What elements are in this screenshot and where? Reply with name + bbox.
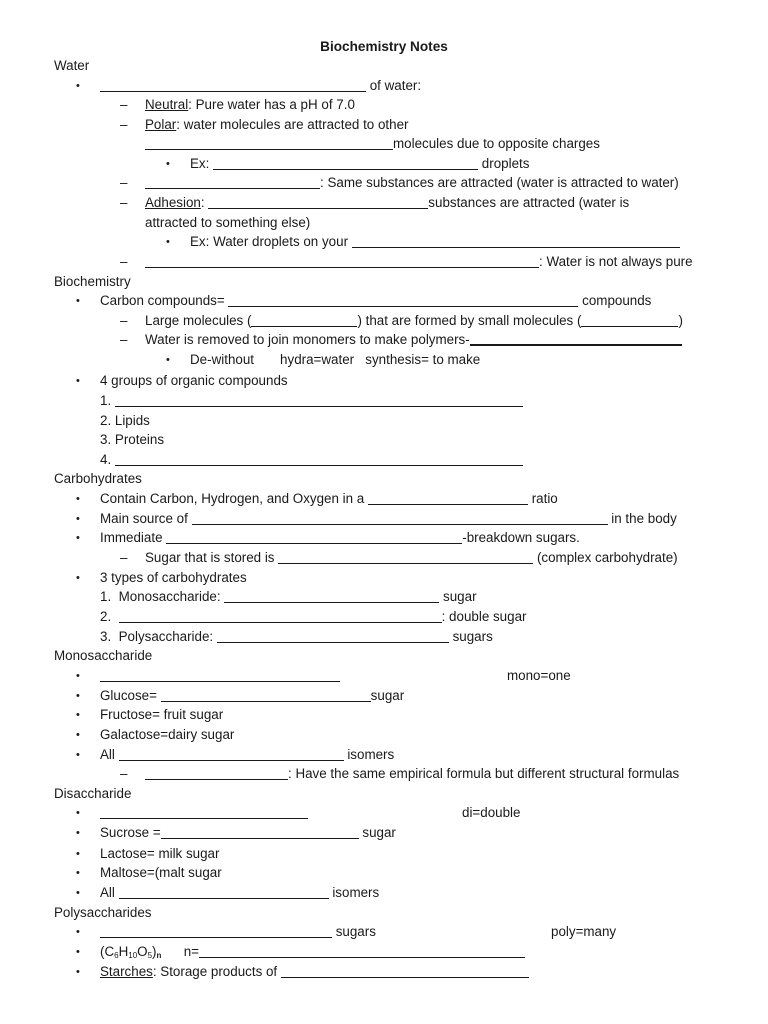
list-item: Carbon compounds= compounds — [100, 293, 652, 308]
fill-blank[interactable] — [470, 331, 682, 346]
section-heading-disaccharide: Disaccharide — [54, 786, 132, 801]
bullet: • — [76, 80, 80, 92]
list-item: of water: — [100, 76, 421, 96]
list-item: 3. Proteins — [100, 432, 165, 447]
fill-blank[interactable] — [192, 511, 608, 525]
fill-blank[interactable] — [224, 589, 439, 603]
fill-blank[interactable] — [119, 609, 442, 623]
page-title: Biochemistry Notes — [320, 39, 448, 54]
bullet: • — [76, 749, 80, 761]
list-item: 4 groups of organic compounds — [100, 373, 288, 388]
fill-blank[interactable] — [100, 78, 366, 92]
bullet: • — [76, 375, 80, 387]
margin-note: mono=one — [507, 668, 571, 683]
section-heading-water: Water — [54, 58, 90, 73]
fill-blank[interactable] — [161, 825, 359, 839]
list-item: Adhesion: substances are attracted (water is — [145, 195, 630, 210]
fill-blank[interactable] — [100, 924, 332, 938]
list-item: : Have the same empirical formula but different structural formulas — [145, 764, 679, 784]
fill-blank[interactable] — [115, 393, 523, 407]
list-item: Water is removed to join monomers to make polymers- — [145, 330, 682, 350]
fill-blank[interactable] — [100, 805, 308, 819]
section-heading-polysaccharides: Polysaccharides — [54, 905, 152, 920]
fill-blank[interactable] — [352, 234, 680, 248]
list-item: All isomers — [100, 747, 395, 762]
bullet: • — [76, 670, 80, 682]
list-item-continued: molecules due to opposite charges — [145, 134, 600, 154]
list-item: : Same substances are attracted (water is attracted to water) — [145, 173, 679, 193]
margin-note: di=double — [462, 805, 521, 820]
fill-blank[interactable] — [145, 766, 288, 780]
list-item: sugars — [100, 922, 376, 942]
list-item: Fructose= fruit sugar — [100, 707, 224, 722]
list-item: Immediate -breakdown sugars. — [100, 530, 580, 545]
bullet: • — [76, 827, 80, 839]
bullet: • — [76, 572, 80, 584]
list-item: Polar: water molecules are attracted to other — [145, 117, 409, 132]
dash: – — [120, 766, 128, 781]
list-item: 3 types of carbohydrates — [100, 570, 247, 585]
bullet: • — [166, 354, 170, 366]
bullet: • — [76, 966, 80, 978]
list-item: Maltose=(malt sugar — [100, 865, 222, 880]
fill-blank[interactable] — [217, 629, 449, 643]
formula: $(C_6H_{10}O_5)_n$ — [100, 944, 162, 960]
bullet: • — [166, 158, 170, 170]
list-item: All isomers — [100, 885, 380, 900]
list-item: De-without hydra=water synthesis= to make — [190, 352, 481, 367]
fill-blank[interactable] — [228, 293, 578, 307]
fill-blank[interactable] — [145, 136, 393, 150]
bullet: • — [76, 709, 80, 721]
list-item-continued: attracted to something else) — [145, 215, 311, 230]
list-item: Main source of in the body — [100, 511, 677, 526]
margin-note: poly=many — [551, 924, 617, 939]
fill-blank[interactable] — [145, 175, 320, 189]
list-item: Ex: droplets — [190, 156, 530, 171]
list-item: 4. — [100, 450, 523, 470]
list-item: 1. — [100, 391, 523, 411]
list-item: Starches: Storage products of — [100, 962, 529, 982]
fill-blank[interactable] — [166, 530, 462, 544]
list-item: $(C_6H_{10}O_5)_n$ n= — [100, 942, 525, 962]
bullet: • — [76, 926, 80, 938]
dash: – — [120, 97, 128, 112]
dash: – — [120, 550, 128, 565]
list-item: Ex: Water droplets on your — [190, 232, 680, 252]
bullet: • — [76, 867, 80, 879]
bullet: • — [76, 807, 80, 819]
fill-blank[interactable] — [208, 195, 428, 209]
fill-blank[interactable] — [213, 156, 478, 170]
list-item: : Water is not always pure — [145, 252, 693, 272]
bullet: • — [76, 887, 80, 899]
bullet: • — [76, 848, 80, 860]
list-item — [100, 803, 308, 823]
fill-blank[interactable] — [119, 747, 344, 761]
bullet: • — [166, 236, 170, 248]
fill-blank[interactable] — [281, 964, 529, 978]
list-item: 3. Polysaccharide: sugars — [100, 629, 493, 644]
fill-blank[interactable] — [100, 668, 340, 682]
list-item: Contain Carbon, Hydrogen, and Oxygen in a ratio — [100, 491, 558, 506]
list-item: Lactose= milk sugar — [100, 846, 220, 861]
dash: – — [120, 313, 128, 328]
fill-blank[interactable] — [199, 944, 525, 958]
list-item: 2. : double sugar — [100, 609, 527, 624]
bullet: • — [76, 532, 80, 544]
bullet: • — [76, 493, 80, 505]
fill-blank[interactable] — [581, 313, 678, 327]
bullet: • — [76, 946, 80, 958]
dash: – — [120, 117, 128, 132]
fill-blank[interactable] — [145, 254, 539, 268]
fill-blank[interactable] — [119, 885, 329, 899]
fill-blank[interactable] — [251, 313, 357, 327]
section-heading-carbohydrates: Carbohydrates — [54, 471, 142, 486]
list-item: Galactose=dairy sugar — [100, 727, 235, 742]
dash: – — [120, 175, 128, 190]
list-item: Neutral: Pure water has a pH of 7.0 — [145, 97, 355, 112]
dash: – — [120, 195, 128, 210]
list-item: Sugar that is stored is (complex carbohydrate) — [145, 550, 678, 565]
list-item: Large molecules ( ) that are formed by small molecules ( ) — [145, 313, 683, 328]
fill-blank[interactable] — [115, 452, 523, 466]
list-item: Sucrose = sugar — [100, 825, 396, 840]
dash: – — [120, 332, 128, 347]
list-item — [100, 666, 340, 686]
list-item: 2. Lipids — [100, 413, 150, 428]
fill-blank[interactable] — [278, 550, 533, 564]
bullet: • — [76, 513, 80, 525]
dash: – — [120, 254, 128, 269]
fill-blank[interactable] — [161, 688, 371, 702]
section-heading-monosaccharide: Monosaccharide — [54, 648, 153, 663]
list-item: 1. Monosaccharide: sugar — [100, 589, 477, 604]
bullet: • — [76, 729, 80, 741]
bullet: • — [76, 295, 80, 307]
list-item: Glucose= sugar — [100, 688, 405, 703]
bullet: • — [76, 690, 80, 702]
section-heading-biochemistry: Biochemistry — [54, 274, 131, 289]
fill-blank[interactable] — [368, 491, 528, 505]
